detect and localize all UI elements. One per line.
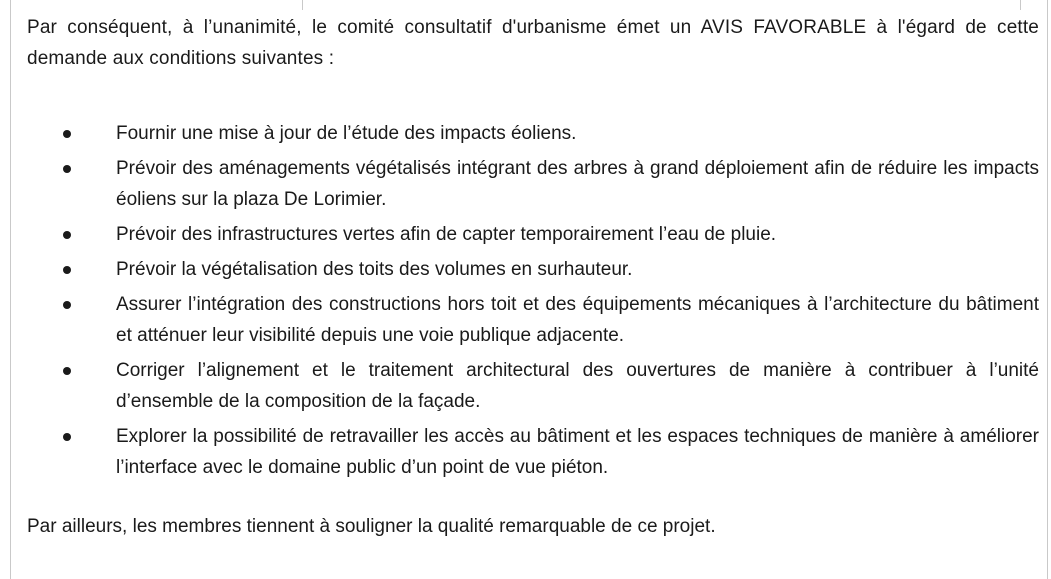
bullet-icon [63,231,71,239]
condition-item [27,421,1039,483]
condition-item [27,254,1039,285]
condition-item [27,153,1039,215]
condition-text: Assurer l’intégration des constructions hors toit et des équipements mécaniques à l’architecture du bâtiment et atténuer leur visibilité depuis une voie publique adjacente. [116,294,1039,346]
cell-divider [1020,0,1021,10]
condition-text: Prévoir des infrastructures vertes afin de capter temporairement l’eau de pluie. [116,224,777,245]
document-body [27,12,1039,542]
conditions-list [27,118,1039,483]
condition-text: Fournir une mise à jour de l’étude des impacts éoliens. [116,123,577,144]
bullet-icon [63,266,71,274]
bullet-icon [63,165,71,173]
bullet-icon [63,130,71,138]
condition-text: Explorer la possibilité de retravailler les accès au bâtiment et les espaces techniques de manière à améliorer l’interface avec le domaine public d’un point de vue piéton. [116,426,1039,478]
condition-text: Prévoir la végétalisation des toits des volumes en surhauteur. [116,259,633,280]
condition-item [27,289,1039,351]
document-table-cell [10,0,1048,579]
bullet-icon [63,301,71,309]
condition-item [27,118,1039,149]
table-top-border [11,0,1049,10]
condition-text: Prévoir des aménagements végétalisés intégrant des arbres à grand déploiement afin de réduire les impacts éoliens sur la plaza De Lorimier. [116,158,1039,210]
condition-item [27,219,1039,250]
closing-paragraph: Par ailleurs, les membres tiennent à souligner la qualité remarquable de ce projet. [27,516,716,537]
bullet-icon [63,433,71,441]
intro-paragraph: Par conséquent, à l’unanimité, le comité consultatif d'urbanisme émet un AVIS FAVORABLE à l'égard de cette demande aux conditions suivantes : [27,17,1039,69]
bullet-icon [63,367,71,375]
condition-text: Corriger l’alignement et le traitement architectural des ouvertures de manière à contribuer à l’unité d’ensemble de la composition de la façade. [116,360,1039,412]
cell-divider [302,0,303,10]
condition-item [27,355,1039,417]
